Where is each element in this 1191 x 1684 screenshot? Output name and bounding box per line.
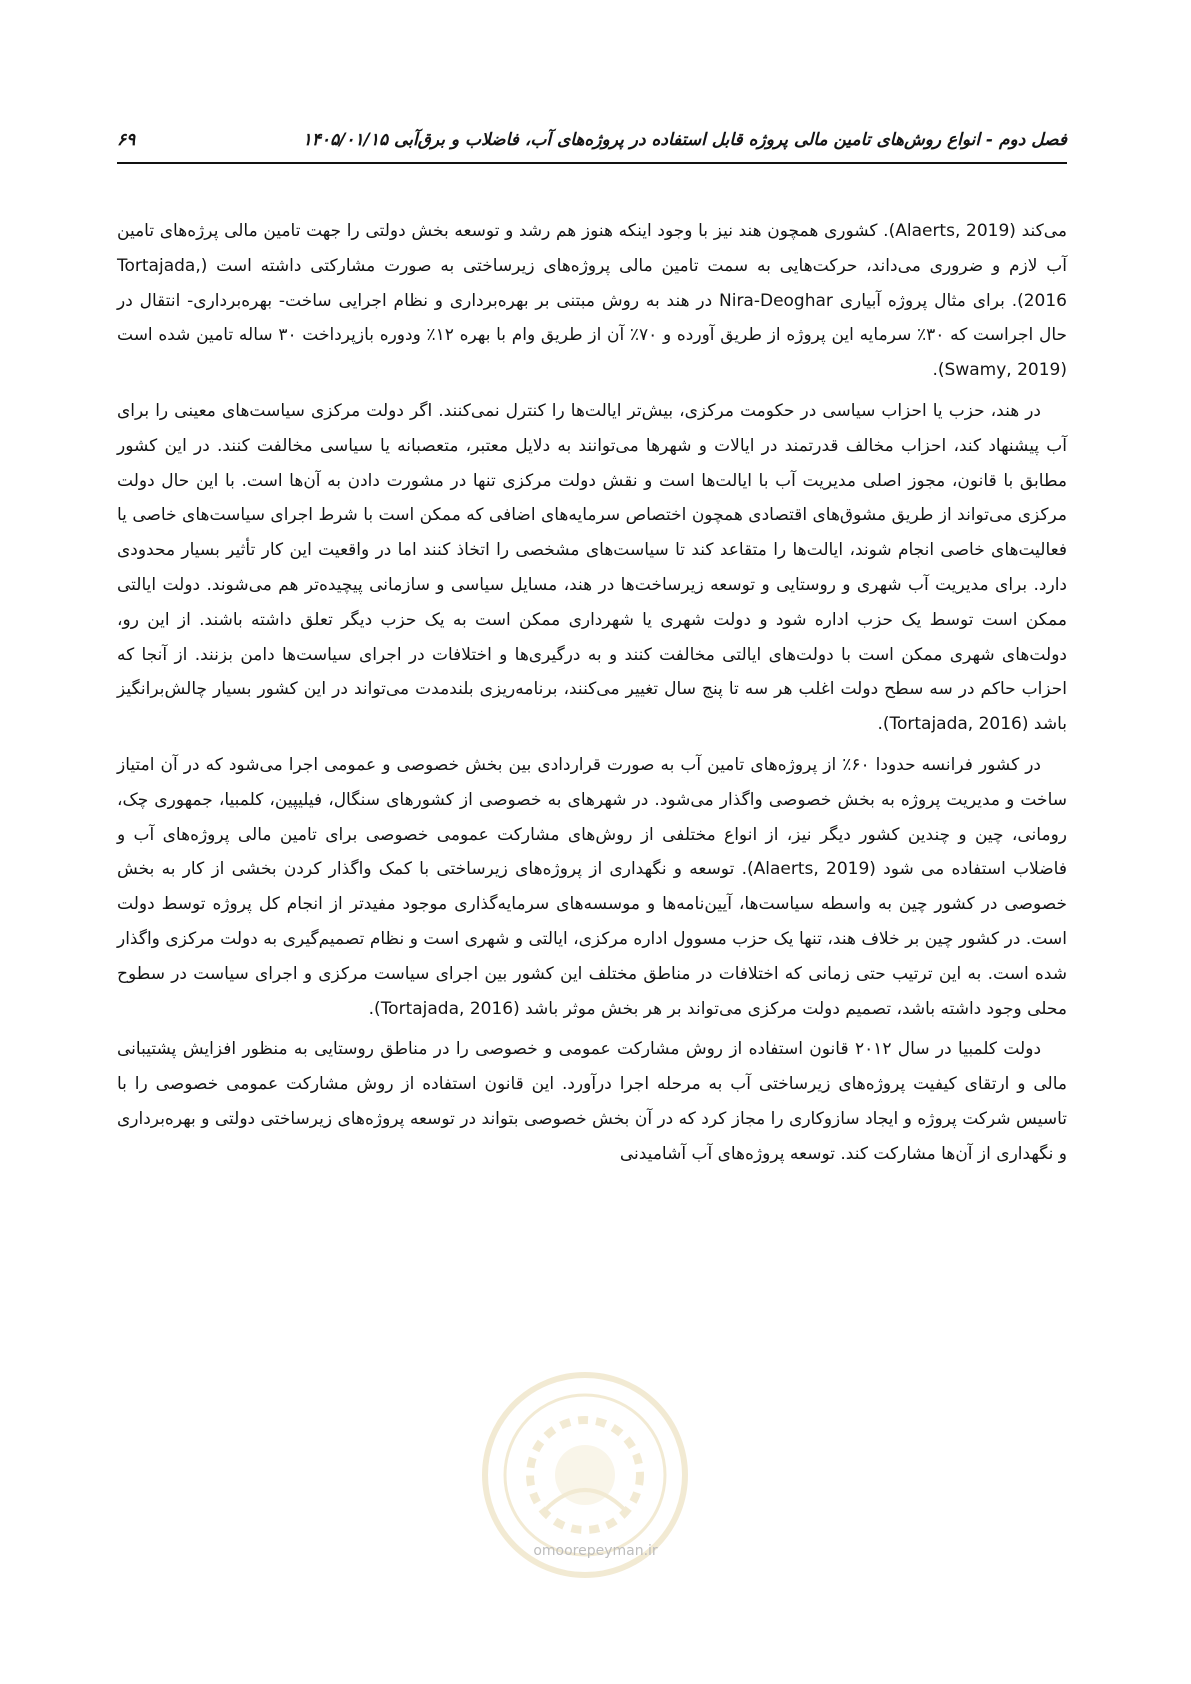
header-divider: [117, 162, 1067, 164]
paragraph: دولت کلمبیا در سال ۲۰۱۲ قانون استفاده از روش مشارکت عمومی و خصوصی را در مناطق روستایی به منظور افزایش پشتیبانی مالی و ارتقای کیفیت پروژه‌های زیرساختی آب به مرحله اجرا درآورد. این قانون استفاده از روش مشارکت عمومی خصوصی را با تاسیس شرکت پروژه و ایجاد سازوکاری را مجاز کرد که در آن بخش خصوصی بتواند در توسعه پروژه‌های زیرساختی دولتی و بهره‌برداری و نگهداری از آن‌ها مشارکت کند. توسعه پروژه‌های آب آشامیدنی: [117, 1039, 1067, 1164]
paragraph: در کشور فرانسه حدودا ۶۰٪ از پروژه‌های تامین آب به صورت قراردادی بین بخش خصوصی و عمومی اجرا می‌شود که در آن امتیاز ساخت و مدیریت پروژه به بخش خصوصی واگذار می‌شود. در شهرهای به خصوصی از کشورهای سنگال، فیلیپین، کلمبیا، جمهوری چک، رومانی، چین و چندین کشور دیگر نیز، از انواع مختلفی از روش‌های مشارکت عمومی خصوصی برای تامین مالی پروژه‌های آب و فاضلاب استفاده می شود (Alaerts, 2019). توسعه و نگهداری از پروژه‌های زیرساختی با کمک واگذار کردن بخشی از کار به بخش خصوصی در کشور چین به واسطه سیاست‌ها، آیین‌نامه‌ها و موسسه‌های سرمایه‌گذاری موجود مفیدتر از انجام کل پروژه توسط دولت است. در کشور چین بر خلاف هند، تنها یک حزب مسوول اداره مرکزی، ایالتی و شهری است و نظام تصمیم‌گیری به دولت مرکزی واگذار شده است. به این ترتیب حتی زمانی که اختلافات در مناطق مختلف این کشور بین اجرای سیاست مرکزی و اجرای سیاست در سطوح محلی وجود داشته باشد، تصمیم دولت مرکزی می‌تواند بر هر بخش موثر باشد (Tortajada, 2016).: [117, 754, 1067, 1019]
watermark-url: omoorepeyman.ir: [533, 1543, 658, 1559]
body-text: [117, 214, 1067, 1178]
page-header: [117, 126, 1067, 166]
page-number: ۶۹: [117, 130, 136, 150]
paragraph: می‌کند (Alaerts, 2019). کشوری همچون هند نیز با وجود اینکه هنوز هم رشد و توسعه بخش دولتی را جهت تامین مالی پرژه‌های تامین آب لازم و ضروری می‌داند، حرکت‌هایی به سمت تامین مالی پروژه‌های زیرساختی به صورت مشارکتی داشته است (Tortajada, 2016). برای مثال پروژه آبیاری Nira-Deoghar در هند به روش مبتنی بر بهره‌برداری و نظام اجرایی ساخت- بهره‌برداری- انتقال در حال اجراست که ۳۰٪ سرمایه این پروژه از طریق آورده و ۷۰٪ آن از طریق وام با بهره ۱۲٪ ودوره بازپرداخت ۳۰ ساله تامین شده است (Swamy, 2019).: [117, 221, 1068, 381]
chapter-title: فصل دوم - انواع روش‌های تامین مالی پروژه قابل استفاده در پروژه‌های آب، فاضلاب و برق‌آبی ۱۴۰۵/۰۱/۱۵: [302, 130, 1067, 150]
paragraph: در هند، حزب یا احزاب سیاسی در حکومت مرکزی، بیش‌تر ایالت‌ها را کنترل نمی‌کنند. اگر دولت مرکزی سیاست‌های معینی را برای آب پیشنهاد کند، احزاب مخالف قدرتمند در ایالات و شهرها می‌توانند به دلایل معتبر، متعصبانه یا سیاسی مخالفت کنند. در این کشور مطابق با قانون، مجوز اصلی مدیریت آب با ایالت‌ها است و نقش دولت مرکزی تنها در مشورت دادن به آن‌ها است. با این حال دولت مرکزی می‌تواند از طریق مشوق‌های اقتصادی همچون اختصاص سرمایه‌های اضافی که ممکن است با شرط اجرای سیاست‌های خاصی یا فعالیت‌های خاصی انجام شوند، ایالت‌ها را متقاعد کند تا سیاست‌های مشخصی را اتخاذ کنند اما در واقعیت این کار تأثیر بسیار محدودی دارد. برای مدیریت آب شهری و روستایی و توسعه زیرساخت‌ها در هند، مسایل سیاسی و سازمانی پیچیده‌تر هم می‌شوند. دولت ایالتی ممکن است توسط یک حزب اداره شود و دولت شهری یا شهرداری ممکن است به یک حزب دیگر تعلق داشته باشند. از این رو، دولت‌های شهری ممکن است با دولت‌های ایالتی مخالفت کنند و به درگیری‌ها و اختلافات در اجرای سیاست‌ها دامن بزنند. از آنجا که احزاب حاکم در سه سطح دولت اغلب هر سه تا پنج سال تغییر می‌کنند، برنامه‌ریزی بلندمدت می‌تواند در این کشور بسیار چالش‌برانگیز باشد (Tortajada, 2016).: [117, 400, 1067, 735]
